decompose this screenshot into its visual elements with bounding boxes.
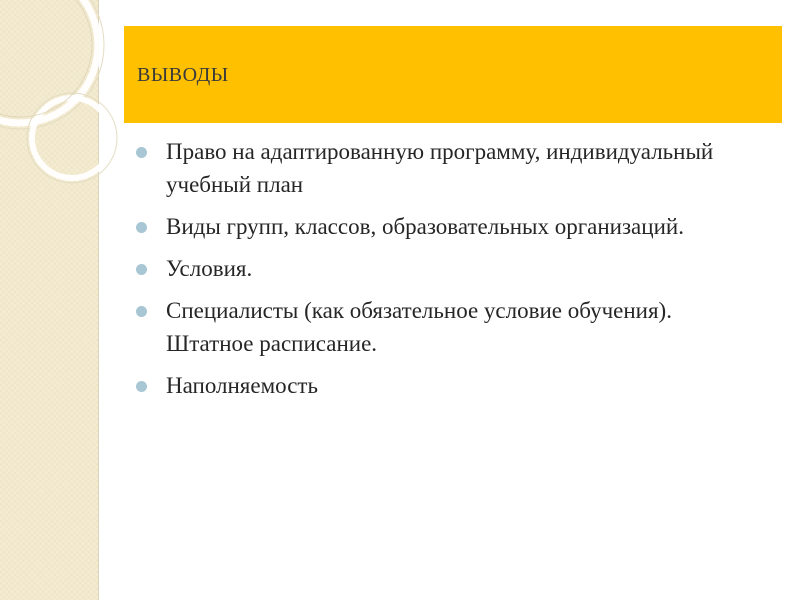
bullet-dot-icon — [136, 381, 147, 392]
bullet-text: Условия. — [166, 256, 253, 281]
side-divider — [98, 0, 99, 600]
bullet-text: Наполняемость — [166, 373, 318, 398]
bullet-dot-icon — [136, 264, 147, 275]
bullet-dot-icon — [136, 147, 147, 158]
bullet-list — [136, 135, 756, 411]
bullet-text: Виды групп, классов, образовательных организаций. — [166, 214, 684, 239]
bullet-dot-icon — [136, 306, 147, 317]
bullet-item — [136, 135, 756, 201]
bullet-item — [136, 210, 756, 243]
title-band — [124, 26, 782, 123]
bullet-item — [136, 252, 756, 285]
bullet-text: Право на адаптированную программу, индивидуальный учебный план — [166, 139, 714, 197]
bullet-dot-icon — [136, 222, 147, 233]
side-panel — [0, 0, 98, 600]
slide-title: ВЫВОДЫ — [137, 64, 229, 86]
bullet-text: Специалисты (как обязательное условие обучения). Штатное расписание. — [166, 298, 672, 356]
bullet-item — [136, 369, 756, 402]
bullet-item — [136, 294, 756, 360]
